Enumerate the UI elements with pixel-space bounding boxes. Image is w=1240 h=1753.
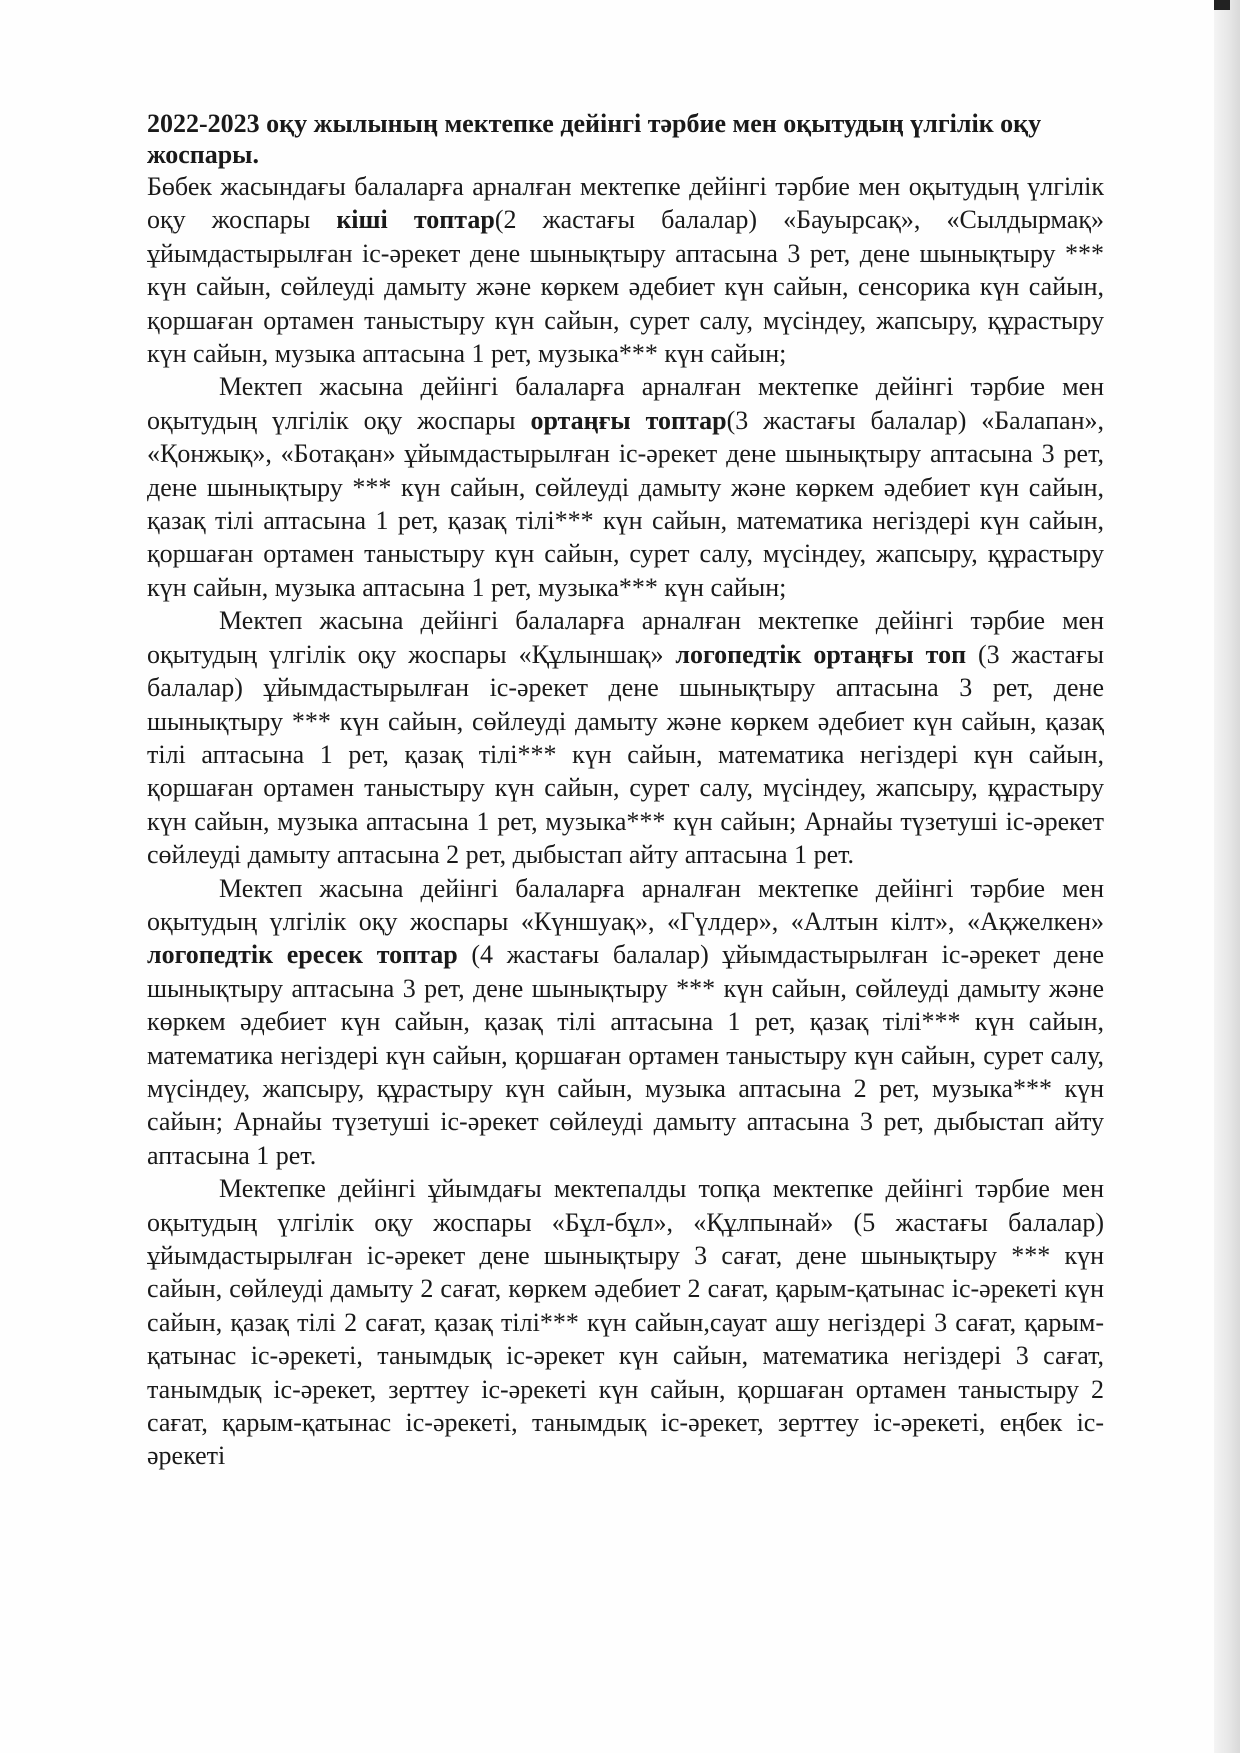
paragraph-text: (3 жастағы балалар) «Балапан», «Қонжық», «Ботақан» ұйымдастырылған іс-әрекет дене шынықтыру аптасына 3 рет, дене шынықтыру *** күн сайын, сөйлеуді дамыту және көркем әдебиет күн сайын, қазақ тілі аптасына 1 рет, қазақ тілі*** күн сайын, математика негіздері күн сайын, қоршаған ортамен таныстыру күн сайын, сурет салу, мүсіндеу, жапсыру, құрастыру күн сайын, музыка аптасына 1 рет, музыка*** күн сайын; [147, 405, 1104, 602]
paragraph-bold-term: логопедтік ересек топтар [147, 940, 458, 970]
paragraph-text: Мектеп жасына дейінгі балаларға арналған мектепке дейінгі тәрбие мен оқытудың үлгілік оқу жоспары «Құлыншақ» [147, 606, 1104, 669]
paragraph-text: Бөбек жасындағы балаларға арналған мектепке дейінгі тәрбие мен оқытудың үлгілік оқу жоспары [147, 172, 1104, 235]
paragraph-speech-senior-groups [147, 872, 1104, 1173]
paragraph-text: Мектеп жасына дейінгі балаларға арналған мектепке дейінгі тәрбие мен оқытудың үлгілік оқу жоспары [147, 372, 1104, 435]
paragraph-text: (4 жастағы балалар) ұйымдастырылған іс-әрекет дене шынықтыру аптасына 3 рет, дене шынықтыру *** күн сайын, сөйлеуді дамыту және көркем әдебиет күн сайын, қазақ тілі аптасына 1 рет, қазақ тілі*** күн сайын, математика негіздері күн сайын, қоршаған ортамен таныстыру күн сайын, сурет салу, мүсіндеу, жапсыру, құрастыру күн сайын, музыка аптасына 2 рет, музыка*** күн сайын; Арнайы түзетуші іс-әрекет сөйлеуді дамыту аптасына 3 рет, дыбыстап айту аптасына 1 рет. [147, 940, 1104, 1170]
document-body [147, 108, 1104, 1473]
paragraph-small-groups [147, 170, 1104, 370]
paragraph-speech-middle-group [147, 604, 1104, 871]
page-edge-shadow [1214, 0, 1240, 1753]
paragraph-bold-term: логопедтік ортаңғы топ [675, 639, 967, 669]
paragraph-bold-term: кіші топтар [336, 205, 495, 235]
paragraph-text: (2 жастағы балалар) «Бауырсақ», «Сылдырмақ» ұйымдастырылған іс-әрекет дене шынықтыру аптасына 3 рет, дене шынықтыру *** күн сайын, сөйлеуді дамыту және көркем әдебиет күн сайын, сенсорика күн сайын, қоршаған ортамен таныстыру күн сайын, сурет салу, мүсіндеу, жапсыру, құрастыру күн сайын, музыка аптасына 1 рет, музыка*** күн сайын; [147, 205, 1104, 369]
paragraph-preschool-group [147, 1172, 1104, 1473]
document-title: 2022-2023 оқу жылының мектепке дейінгі тәрбие мен оқытудың үлгілік оқу жоспары. [147, 109, 1042, 169]
paragraph-text: Мектеп жасына дейінгі балаларға арналған мектепке дейінгі тәрбие мен оқытудың үлгілік оқу жоспары «Күншуақ», «Гүлдер», «Алтын кілт», «Ақжелкен» [147, 873, 1104, 936]
paragraph-text: (3 жастағы балалар) ұйымдастырылған іс-әрекет дене шынықтыру аптасына 3 рет, дене шынықтыру *** күн сайын, сөйлеуді дамыту және көркем әдебиет күн сайын, қазақ тілі аптасына 1 рет, қазақ тілі*** күн сайын, математика негіздері күн сайын, қоршаған ортамен таныстыру күн сайын, сурет салу, мүсіндеу, жапсыру, құрастыру күн сайын, музыка аптасына 1 рет, музыка*** күн сайын; Арнайы түзетуші іс-әрекет сөйлеуді дамыту аптасына 2 рет, дыбыстап айту аптасына 1 рет. [147, 639, 1104, 870]
paragraph-middle-groups [147, 370, 1104, 604]
paragraph-bold-term: ортаңғы топтар [530, 405, 727, 435]
paragraph-text: Мектепке дейінгі ұйымдағы мектепалды топқа мектепке дейінгі тәрбие мен оқытудың үлгілік оқу жоспары «Бұл-бұл», «Құлпынай» (5 жастағы балалар) ұйымдастырылған іс-әрекет дене шынықтыру 3 сағат, дене шынықтыру *** күн сайын, сөйлеуді дамыту 2 сағат, көркем әдебиет 2 сағат, қарым-қатынас іс-әрекеті күн сайын, қазақ тілі 2 сағат, қазақ тілі*** күн сайын,сауат ашу негіздері 3 сағат, қарым-қатынас іс-әрекеті, танымдық іс-әрекет күн сайын, математика негіздері 3 сағат, танымдық іс-әрекет, зерттеу іс-әрекеті күн сайын, қоршаған ортамен таныстыру 2 сағат, қарым-қатынас іс-әрекеті, танымдық іс-әрекет, зерттеу іс-әрекеті, еңбек іс-әрекеті [147, 1174, 1104, 1471]
scan-corner-mark [1214, 0, 1230, 10]
